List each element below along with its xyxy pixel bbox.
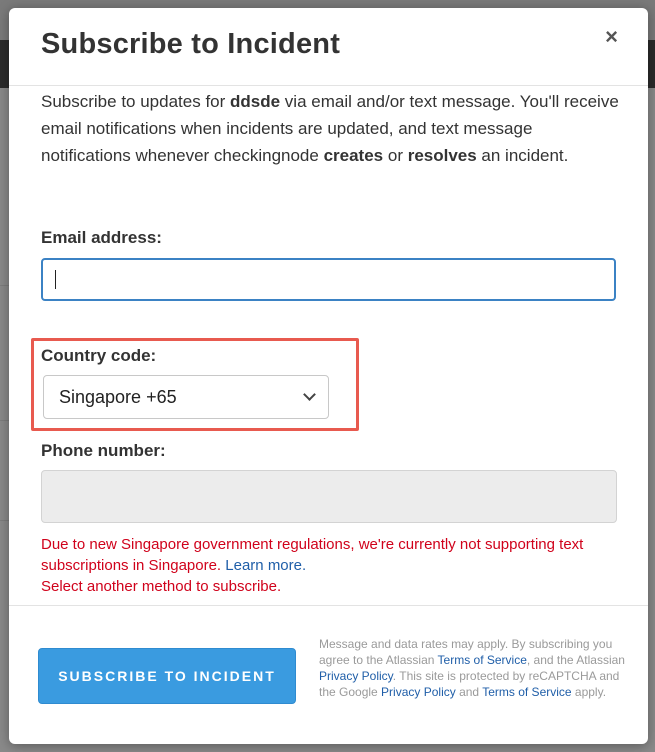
country-code-value: Singapore +65 — [59, 387, 177, 407]
country-code-select[interactable] — [43, 375, 329, 419]
intro-text: Subscribe to updates for ddsde via email and/or text message. You'll receive email notifications when incidents are updated, and text message notifications whenever checkingnode creates or resolves an incident. — [41, 92, 619, 165]
background-divider — [0, 285, 9, 286]
background-divider — [0, 420, 9, 421]
modal-title: Subscribe to Incident — [41, 28, 341, 60]
phone-label: Phone number: — [41, 441, 166, 460]
terms-of-service-link[interactable]: Terms of Service — [437, 653, 527, 667]
chevron-down-icon — [303, 388, 316, 401]
email-label: Email address: — [41, 228, 162, 247]
google-privacy-policy-link[interactable]: Privacy Policy — [381, 685, 456, 699]
phone-number-field[interactable] — [41, 470, 617, 523]
email-field[interactable] — [41, 258, 616, 301]
privacy-policy-link[interactable]: Privacy Policy — [319, 669, 393, 683]
page-name: ddsde — [230, 92, 281, 111]
country-code-label: Country code: — [41, 346, 157, 365]
subscribe-modal — [9, 8, 648, 744]
modal-header — [9, 8, 648, 86]
close-icon[interactable]: × — [605, 24, 618, 49]
learn-more-link[interactable]: Learn more. — [225, 557, 307, 574]
legal-text: Message and data rates may apply. By subscribing you agree to the Atlassian Terms of Service, and the Atlassian Privacy Policy. This site is protected by reCAPTCHA and the Google Privacy Policy and Terms of Service apply. — [319, 637, 625, 699]
singapore-error-message: Due to new Singapore government regulations, we're currently not supporting text subscriptions in Singapore. Learn more. Select another method to subscribe. — [41, 536, 584, 595]
text-cursor — [55, 270, 56, 289]
background-divider — [0, 520, 9, 521]
google-terms-of-service-link[interactable]: Terms of Service — [482, 685, 572, 699]
subscribe-button[interactable]: SUBSCRIBE TO INCIDENT — [38, 648, 296, 704]
